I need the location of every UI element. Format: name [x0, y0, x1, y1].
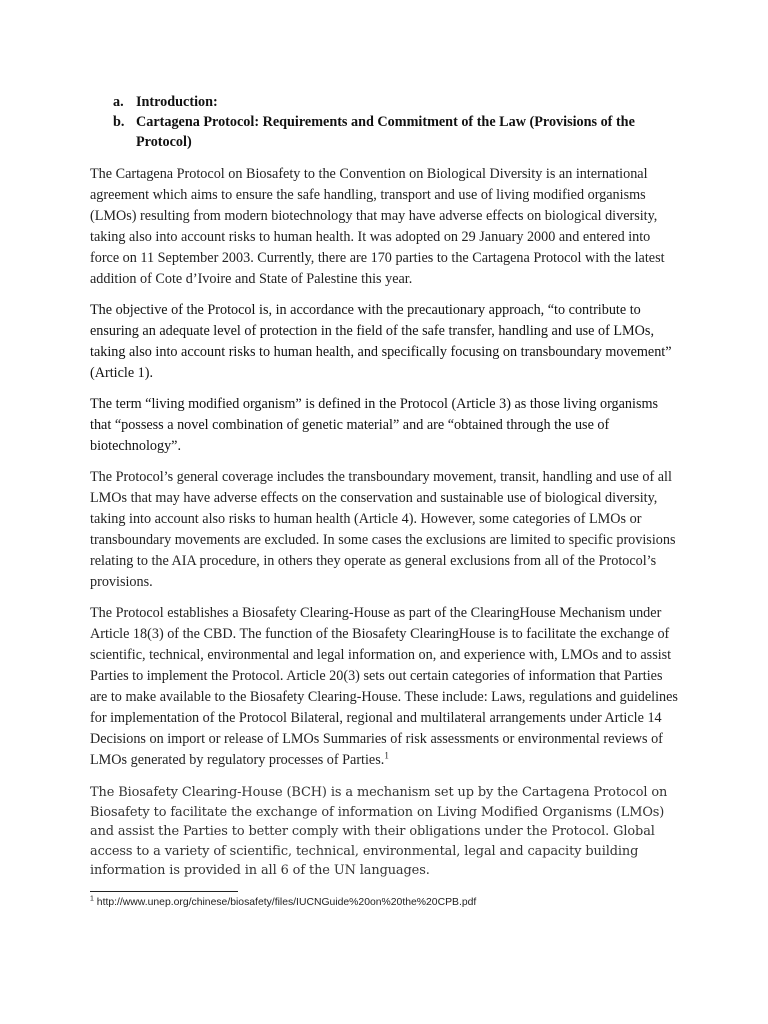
heading-marker: a.	[113, 94, 124, 110]
heading-text: Cartagena Protocol: Requirements and Commitment of the Law (Provisions of the Protocol)	[136, 114, 635, 150]
heading-cartagena-protocol	[90, 112, 680, 152]
heading-introduction	[90, 92, 680, 112]
heading-text: Introduction:	[136, 94, 218, 110]
paragraph-clearing-house	[90, 603, 680, 771]
paragraph-bch: The Biosafety Clearing-House (BCH) is a mechanism set up by the Cartagena Protocol on Biosafety to facilitate the exchange of information on Living Modified Organisms (LMOs) and assist the Parties to better comply with their obligations under the Protocol. Global access to a variety of scientific, technical, environmental, legal and capacity building information is provided in all 6 of the UN languages.	[90, 785, 668, 878]
paragraph-objective: The objective of the Protocol is, in accordance with the precautionary approach, “to contribute to ensuring an adequate level of protection in the field of the safe transfer, handling and use of LMOs, taking also into account risks to human health, and specifically focusing on transboundary movement” (Article 1).	[90, 302, 672, 381]
paragraph-lmo-definition: The term “living modified organism” is defined in the Protocol (Article 3) as those living organisms that “possess a novel combination of genetic material” and are “obtained through the use of biotechnology”.	[90, 396, 659, 454]
heading-marker: b.	[113, 114, 125, 130]
footnote-link[interactable]: http://www.unep.org/chinese/biosafety/files/IUCNGuide%20on%20the%20CPB.pdf	[93, 896, 477, 908]
document-page	[90, 92, 680, 910]
footnote	[90, 896, 680, 910]
footnote-number: 1	[90, 895, 94, 903]
paragraph-coverage: The Protocol’s general coverage includes the transboundary movement, transit, handling and use of all LMOs that may have adverse effects on the conservation and sustainable use of biological diversity, taking into account also risks to human health (Article 4). However, some categories of LMOs or transboundary movements are excluded. In some cases the exclusions are limited to specific provisions relating to the AIA procedure, in others they operate as general exclusions from all of the Protocol’s provisions.	[90, 469, 676, 590]
footnote-reference[interactable]: 1	[384, 750, 389, 761]
section-headings	[90, 92, 680, 152]
footnote-divider	[90, 891, 238, 892]
paragraph-overview: The Cartagena Protocol on Biosafety to the Convention on Biological Diversity is an international agreement which aims to ensure the safe handling, transport and use of living modified organisms (LMOs) resulting from modern biotechnology that may have adverse effects on biological diversity, taking also into account risks to human health. It was adopted on 29 January 2000 and entered into force on 11 September 2003. Currently, there are 170 parties to the Cartagena Protocol with the latest addition of Cote d’Ivoire and State of Palestine this year.	[90, 166, 665, 287]
paragraph-clearing-house-text: The Protocol establishes a Biosafety Clearing-House as part of the ClearingHouse Mechanism under Article 18(3) of the CBD. The function of the Biosafety ClearingHouse is to facilitate the exchange of scientific, technical, environmental and legal information on, and experience with, LMOs and to assist Parties to implement the Protocol. Article 20(3) sets out certain categories of information that Parties are to make available to the Biosafety Clearing-House. These include: Laws, regulations and guidelines for implementation of the Protocol Bilateral, regional and multilateral arrangements under Article 14 Decisions on import or release of LMOs Summaries of risk assessments or environmental reviews of LMOs generated by regulatory processes of Parties.	[90, 605, 678, 768]
